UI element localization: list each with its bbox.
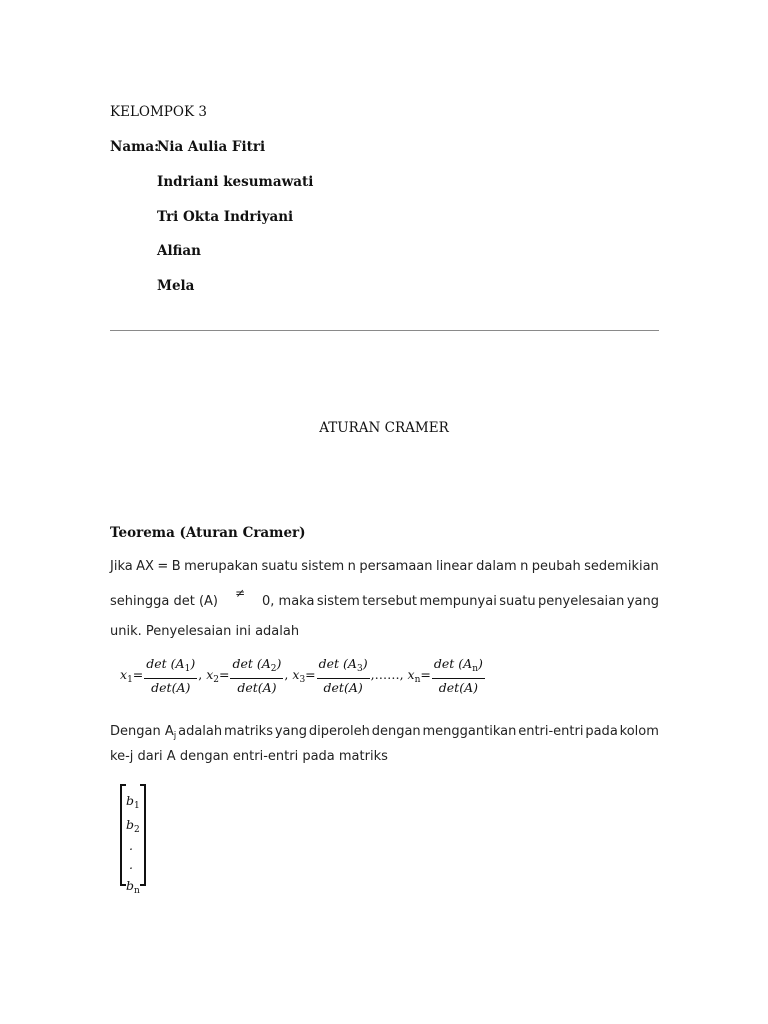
column-vector-b <box>126 792 140 901</box>
fraction <box>144 656 197 695</box>
word: pada <box>585 724 618 739</box>
det-phrase: sehingga det (A) <box>110 594 218 609</box>
variable: x <box>407 667 415 682</box>
word: linear <box>435 559 473 574</box>
equals-sign: = <box>218 667 230 682</box>
word: peubah <box>531 559 581 574</box>
word: entri-entri <box>518 724 584 739</box>
variable: x <box>292 667 300 682</box>
theorem-heading: Teorema (Aturan Cramer) <box>110 525 306 541</box>
fraction <box>432 656 485 695</box>
word: menggantikan <box>422 724 517 739</box>
numerator-index: 2 <box>270 664 277 674</box>
entry-index: 1 <box>134 801 140 811</box>
entry-base: . <box>129 838 133 853</box>
paragraph-line-1 <box>110 559 659 574</box>
entry-index: n <box>134 886 140 896</box>
word: yang <box>626 594 659 609</box>
group-title: KELOMPOK 3 <box>110 104 207 120</box>
word: dalam <box>476 559 517 574</box>
denominator: det(A) <box>438 680 478 695</box>
right-bracket <box>140 784 146 886</box>
variable-index: 3 <box>299 675 306 685</box>
fraction <box>317 656 370 695</box>
denominator: det(A) <box>151 680 191 695</box>
formula-term-2 <box>206 656 292 695</box>
member-4: Alfian <box>157 243 201 259</box>
vector-entry <box>126 816 140 840</box>
word-text: Dengan A <box>110 724 174 739</box>
word: B <box>171 559 181 574</box>
numerator-close: ) <box>276 656 282 671</box>
word: suatu <box>261 559 298 574</box>
variable: x <box>206 667 214 682</box>
member-3: Tri Okta Indriyani <box>157 209 294 225</box>
document-title: ATURAN CRAMER <box>319 420 449 436</box>
word: 0, maka <box>262 594 315 609</box>
word: n <box>520 559 529 574</box>
formula-term-n <box>407 656 486 695</box>
formula-term-3 <box>292 656 407 695</box>
word: penyelesaian <box>538 594 625 609</box>
word: = <box>157 559 169 574</box>
name-label: Nama: <box>110 139 160 155</box>
denominator: det(A) <box>323 680 363 695</box>
numerator-close: ) <box>362 656 368 671</box>
numerator-text: det (A <box>232 656 271 671</box>
comma: , <box>284 667 289 682</box>
word: persamaan <box>359 559 433 574</box>
numerator-close: ) <box>190 656 196 671</box>
word: AX <box>136 559 154 574</box>
word: matriks <box>223 724 273 739</box>
not-equal-symbol: ≠ <box>235 586 246 600</box>
vector-entry <box>126 877 140 901</box>
word: kolom <box>619 724 659 739</box>
horizontal-divider <box>110 330 659 331</box>
variable-index: n <box>414 675 421 685</box>
vector-entry <box>126 792 140 816</box>
numerator <box>317 656 370 679</box>
word: merupakan <box>184 559 259 574</box>
variable-index: 1 <box>127 675 133 685</box>
paragraph-line-3: unik. Penyelesaian ini adalah <box>110 624 300 639</box>
word: diperoleh <box>308 724 370 739</box>
numerator <box>432 656 485 679</box>
word: mempunyai <box>419 594 497 609</box>
word: suatu <box>499 594 536 609</box>
numerator-close: ) <box>477 656 483 671</box>
word: n <box>347 559 356 574</box>
word: sedemikian <box>584 559 659 574</box>
entry-base: b <box>126 816 135 832</box>
vector-entry <box>126 858 140 877</box>
word: Jika <box>110 559 133 574</box>
numerator-index: n <box>472 664 478 674</box>
comma: , <box>198 667 203 682</box>
variable: x <box>120 667 128 682</box>
numerator-text: det (A <box>433 656 473 671</box>
entry-base: b <box>126 878 135 893</box>
ellipsis: ,……, <box>370 667 404 682</box>
subscript: j <box>173 731 177 741</box>
numerator <box>230 656 283 679</box>
entry-base: b <box>126 793 135 808</box>
formula-term-1 <box>120 656 206 695</box>
member-1: Nia Aulia Fitri <box>157 139 266 155</box>
word: yang <box>274 724 307 739</box>
paragraph-line-2 <box>262 594 659 609</box>
numerator-text: det (A <box>146 656 185 671</box>
numerator <box>144 656 197 679</box>
member-5: Mela <box>157 278 195 294</box>
word: dengan <box>371 724 421 739</box>
member-2: Indriani kesumawati <box>157 174 314 190</box>
word: sistem <box>301 559 345 574</box>
word: adalah <box>178 724 223 739</box>
equals-sign: = <box>420 667 431 682</box>
fraction <box>230 656 283 695</box>
entry-base: . <box>129 857 133 872</box>
variable-index: 2 <box>213 675 219 685</box>
equals-sign: = <box>132 667 144 682</box>
paragraph-2-line-1 <box>110 724 659 741</box>
numerator-index: 1 <box>184 664 191 674</box>
equals-sign: = <box>305 667 316 682</box>
numerator-text: det (A <box>318 656 357 671</box>
word: tersebut <box>362 594 418 609</box>
paragraph-2-line-2: ke-j dari A dengan entri-entri pada matriks <box>110 749 388 764</box>
entry-index: 2 <box>134 824 140 835</box>
word <box>110 724 176 741</box>
cramer-formula <box>120 656 486 695</box>
numerator-index: 3 <box>356 664 363 674</box>
denominator: det(A) <box>237 680 277 695</box>
vector-entry <box>126 839 140 858</box>
word: sistem <box>316 594 360 609</box>
